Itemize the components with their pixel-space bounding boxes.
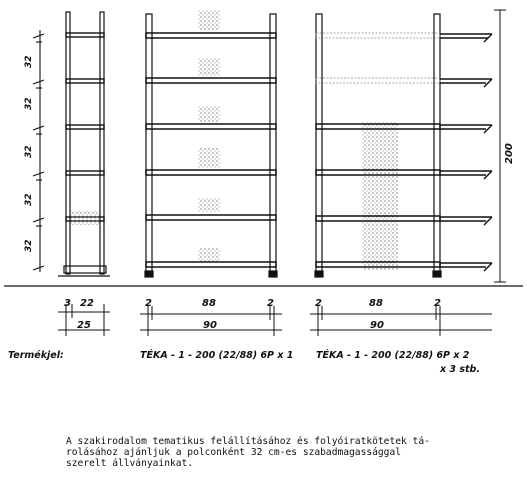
dim-label: 25: [77, 320, 91, 331]
front-view-unit-1: [145, 10, 277, 277]
spacing-label: 32: [24, 97, 34, 110]
dotted-book-block: [70, 211, 100, 225]
product-label: Termékjel:: [8, 350, 64, 361]
spacing-label: 32: [24, 145, 34, 158]
dotted-book-blocks: [198, 10, 220, 262]
dotted-book-block: [362, 122, 398, 270]
caption-line: A szakirodalom tematikus felállításához és folyóiratkötetek tá-: [66, 436, 430, 447]
caption: [66, 436, 466, 469]
front-view-unit-2: [315, 14, 492, 277]
dim-label: 22: [80, 298, 94, 309]
dim-label: 90: [370, 320, 384, 331]
product-code-2: TÉKA - 1 - 200 (22/88) 6P x 2: [316, 350, 470, 361]
dim-label: 2: [434, 298, 441, 309]
dims-unit-2: [310, 306, 492, 336]
caption-line: szerelt állványainkat.: [66, 458, 194, 469]
dim-label: 2: [315, 298, 322, 309]
spacing-ruler: [33, 30, 44, 272]
spacing-label: 32: [24, 193, 34, 206]
dim-label: 2: [145, 298, 152, 309]
product-code-1: TÉKA - 1 - 200 (22/88) 6P x 1: [140, 350, 294, 361]
product-code-2-extra: x 3 stb.: [440, 364, 480, 375]
dim-label: 88: [369, 298, 383, 309]
side-view-shelf: [58, 12, 110, 276]
caption-line: rolásához ajánljuk a polconként 32 cm-es szabadmagassággal: [66, 447, 402, 458]
dim-label: 90: [203, 320, 217, 331]
height-label: 200: [504, 143, 515, 164]
spacing-label: 32: [24, 55, 34, 68]
dim-label: 2: [267, 298, 274, 309]
dim-label: 88: [202, 298, 216, 309]
spacing-labels: [24, 55, 34, 252]
dim-label: 3: [64, 298, 71, 309]
spacing-label: 32: [24, 239, 34, 252]
